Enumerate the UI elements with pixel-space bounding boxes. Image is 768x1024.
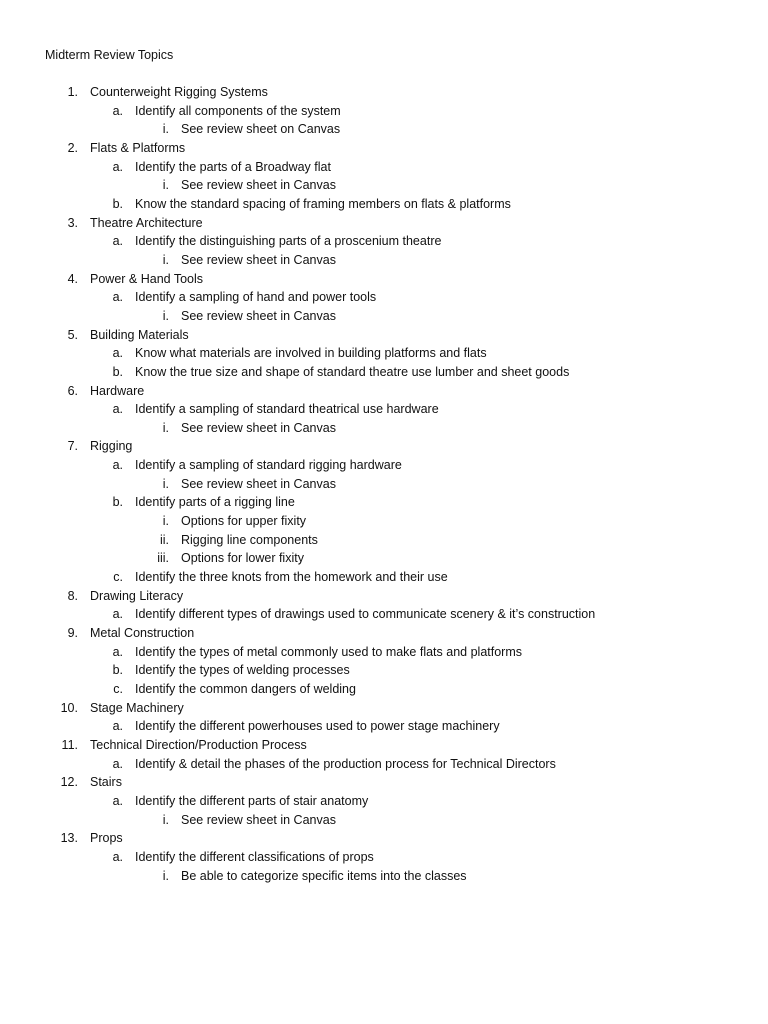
topic-item-text: Theatre Architecture: [90, 215, 203, 230]
detail-item-text: See review sheet in Canvas: [181, 308, 336, 323]
detail-item: [0, 120, 768, 139]
detail-item-text: See review sheet in Canvas: [181, 812, 336, 827]
detail-item: [0, 549, 768, 568]
detail-item: [0, 512, 768, 531]
topic-item-marker: 2.: [67, 140, 78, 155]
subtopic-item: [0, 643, 768, 662]
topic-item-marker: 3.: [67, 215, 78, 230]
subtopic-item: [0, 456, 768, 475]
topic-item: [0, 382, 768, 401]
topic-item-marker: 9.: [67, 626, 78, 641]
topic-item-marker: 7.: [67, 439, 78, 454]
detail-item-text: See review sheet in Canvas: [181, 178, 336, 193]
topic-item-marker: 5.: [67, 327, 78, 342]
topic-item: [0, 587, 768, 606]
subtopic-item-text: Identify a sampling of hand and power tools: [135, 290, 377, 305]
subtopic-item-marker: b.: [112, 663, 123, 678]
detail-item: [0, 811, 768, 830]
topic-item-marker: 1.: [67, 85, 78, 99]
subtopic-item: [0, 792, 768, 811]
detail-item-text: See review sheet on Canvas: [181, 122, 341, 137]
subtopic-item: [0, 158, 768, 177]
subtopic-item-marker: a.: [112, 756, 123, 771]
subtopic-item: [0, 605, 768, 624]
subtopic-item-text: Identify the types of welding processes: [135, 663, 350, 678]
detail-item: [0, 867, 768, 886]
detail-item-marker: iii.: [157, 551, 169, 566]
detail-item-marker: i.: [162, 308, 169, 323]
subtopic-item-marker: a.: [112, 159, 123, 174]
detail-item-marker: i.: [162, 868, 169, 883]
detail-item-marker: i.: [162, 178, 169, 193]
topic-outline: [0, 83, 768, 885]
document-title: Midterm Review Topics: [45, 48, 174, 62]
topic-item-text: Drawing Literacy: [90, 588, 184, 603]
subtopic-item-text: Identify the different powerhouses used to power stage machinery: [135, 719, 500, 734]
detail-item-marker: i.: [162, 252, 169, 267]
topic-item-text: Stage Machinery: [90, 700, 184, 715]
subtopic-item-marker: a.: [112, 607, 123, 622]
detail-item-text: See review sheet in Canvas: [181, 420, 336, 435]
detail-item: [0, 475, 768, 494]
topic-item: [0, 624, 768, 643]
topic-item-text: Props: [90, 831, 123, 846]
topic-item-marker: 13.: [60, 831, 78, 846]
subtopic-item: [0, 232, 768, 251]
topic-item-marker: 4.: [67, 271, 78, 286]
topic-item-text: Counterweight Rigging Systems: [90, 85, 268, 99]
topic-item-text: Metal Construction: [90, 626, 195, 641]
subtopic-item: [0, 493, 768, 512]
subtopic-item-text: Identify a sampling of standard rigging hardware: [135, 458, 402, 473]
subtopic-item-marker: c.: [113, 570, 123, 585]
topic-item-marker: 8.: [67, 588, 78, 603]
subtopic-item-marker: b.: [112, 495, 123, 510]
topic-item: [0, 326, 768, 345]
subtopic-item-marker: c.: [113, 682, 123, 696]
detail-item-text: Options for lower fixity: [181, 551, 304, 566]
subtopic-item: [0, 344, 768, 363]
topic-item-marker: 12.: [60, 775, 78, 790]
detail-item: [0, 307, 768, 326]
subtopic-item-text: Identify the distinguishing parts of a proscenium theatre: [135, 234, 442, 249]
subtopic-item-text: Identify parts of a rigging line: [135, 495, 295, 510]
subtopic-item-text: Identify the three knots from the homework and their use: [135, 570, 448, 585]
subtopic-item: [0, 661, 768, 680]
subtopic-item: [0, 102, 768, 121]
subtopic-item-marker: a.: [112, 290, 123, 305]
detail-item-text: See review sheet in Canvas: [181, 252, 336, 267]
subtopic-item-text: Identify different types of drawings used to communicate scenery & it’s construction: [135, 607, 596, 622]
subtopic-item-text: Identify the different parts of stair anatomy: [135, 793, 369, 808]
topic-item: [0, 270, 768, 289]
subtopic-item-marker: a.: [112, 644, 123, 659]
subtopic-item-text: Identify all components of the system: [135, 103, 341, 118]
topic-item: [0, 699, 768, 718]
topic-item: [0, 736, 768, 755]
topic-item: [0, 214, 768, 233]
topic-item-text: Flats & Platforms: [90, 140, 186, 155]
detail-item: [0, 176, 768, 195]
subtopic-item: [0, 717, 768, 736]
subtopic-item: [0, 680, 768, 699]
subtopic-item-text: Know what materials are involved in building platforms and flats: [135, 346, 487, 361]
subtopic-item: [0, 288, 768, 307]
detail-item: [0, 531, 768, 550]
detail-item: [0, 251, 768, 270]
subtopic-item-text: Identify a sampling of standard theatrical use hardware: [135, 402, 439, 417]
subtopic-item-marker: a.: [112, 346, 123, 361]
detail-item-marker: ii.: [159, 532, 169, 547]
subtopic-item: [0, 848, 768, 867]
topic-item-text: Stairs: [90, 775, 122, 790]
topic-item-text: Power & Hand Tools: [90, 271, 204, 286]
detail-item-text: See review sheet in Canvas: [181, 476, 336, 491]
detail-item-marker: i.: [162, 812, 169, 827]
detail-item-marker: i.: [162, 476, 169, 491]
subtopic-item-text: Know the true size and shape of standard theatre use lumber and sheet goods: [135, 364, 570, 379]
topic-item: [0, 139, 768, 158]
subtopic-item-text: Identify the types of metal commonly used to make flats and platforms: [135, 644, 522, 659]
subtopic-item-marker: a.: [112, 402, 123, 417]
subtopic-item: [0, 363, 768, 382]
subtopic-item-text: Identify the different classifications of props: [135, 849, 374, 864]
detail-item-marker: i.: [162, 514, 169, 529]
subtopic-item-marker: a.: [112, 793, 123, 808]
topic-item: [0, 83, 768, 102]
subtopic-item-marker: b.: [112, 196, 123, 211]
topic-item: [0, 437, 768, 456]
topic-item: [0, 773, 768, 792]
subtopic-item-marker: a.: [112, 458, 123, 473]
subtopic-item-text: Know the standard spacing of framing members on flats & platforms: [135, 196, 511, 211]
subtopic-item-marker: b.: [112, 364, 123, 379]
detail-item-marker: i.: [162, 420, 169, 435]
subtopic-item: [0, 755, 768, 774]
subtopic-item-marker: a.: [112, 103, 123, 118]
topic-item-marker: 6.: [67, 383, 78, 398]
subtopic-item: [0, 568, 768, 587]
topic-item-marker: 11.: [61, 737, 78, 752]
detail-item-text: Rigging line components: [181, 532, 318, 547]
detail-item-marker: i.: [162, 122, 169, 137]
subtopic-item-text: Identify & detail the phases of the production process for Technical Directors: [135, 756, 556, 771]
detail-item: [0, 419, 768, 438]
topic-item-text: Hardware: [90, 383, 145, 398]
subtopic-item-text: Identify the common dangers of welding: [135, 682, 356, 696]
subtopic-item-marker: a.: [112, 234, 123, 249]
topic-item-marker: 10.: [60, 700, 78, 715]
topic-item-text: Rigging: [90, 439, 133, 454]
topic-item: [0, 829, 768, 848]
subtopic-item-marker: a.: [112, 849, 123, 864]
detail-item-text: Be able to categorize specific items into the classes: [181, 868, 467, 883]
topic-item-text: Technical Direction/Production Process: [90, 737, 307, 752]
subtopic-item-text: Identify the parts of a Broadway flat: [135, 159, 331, 174]
subtopic-item-marker: a.: [112, 719, 123, 734]
subtopic-item: [0, 400, 768, 419]
topic-item-text: Building Materials: [90, 327, 189, 342]
subtopic-item: [0, 195, 768, 214]
detail-item-text: Options for upper fixity: [181, 514, 307, 529]
